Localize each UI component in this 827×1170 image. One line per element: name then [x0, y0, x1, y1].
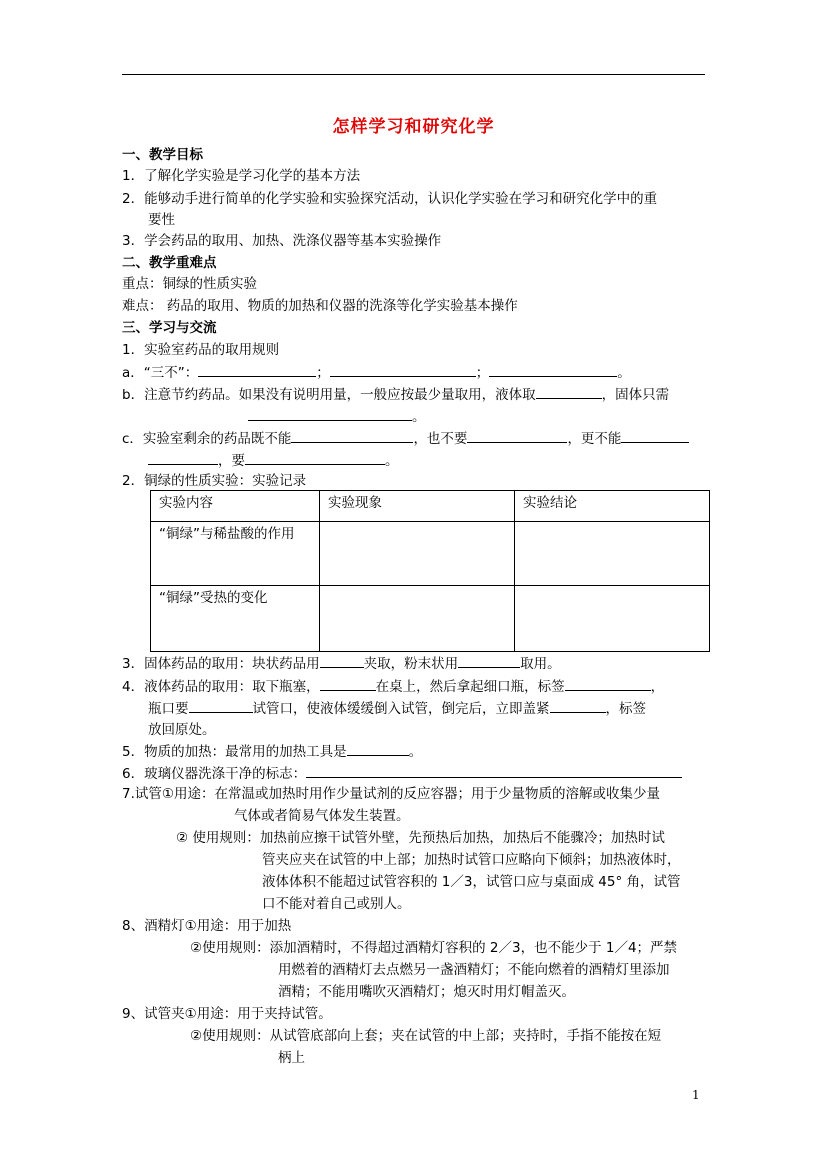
question-7-line-4: 管夹应夹在试管的中上部；加热时试管口应略向下倾斜；加热液体时， — [262, 852, 681, 868]
question-9-line-2: ②使用规则：从试管底部向上套；夹在试管的中上部；夹持时，手指不能按在短 — [190, 1028, 662, 1044]
question-7-line-3: ② 使用规则：加热前应擦干试管外壁，先预热后加热，加热后不能骤冷；加热时试 — [176, 830, 665, 846]
table-header-conclusion: 实验结论 — [515, 491, 710, 522]
experiment-record-table — [150, 490, 710, 652]
table-row-1-phenomenon[interactable] — [320, 522, 515, 586]
section1-item-2-cont: 要性 — [148, 212, 175, 228]
page-number: 1 — [692, 1088, 700, 1102]
question-7-line-6: 口不能对着自己或别人。 — [262, 896, 411, 912]
question-3: 3．固体药品的取用：块状药品用 夹取，粉末状用 取用。 — [122, 653, 561, 674]
question-5: 5．物质的加热：最常用的加热工具是 。 — [122, 741, 422, 762]
question-1c: c．实验室剩余的药品既不能 ，也不要 ，更不能 — [122, 428, 689, 449]
section2-heading: 二、教学重难点 — [122, 255, 217, 271]
question-9-line-1: 9、试管夹①用途：用于夹持试管。 — [122, 1006, 332, 1022]
table-header-phenomenon: 实验现象 — [320, 491, 515, 522]
section1-item-2: 2．能够动手进行简单的化学实验和实验探究活动，认识化学实验在学习和研究化学中的重 — [122, 191, 658, 207]
table-row-2-phenomenon[interactable] — [320, 586, 515, 652]
question-7-line-1: 7.试管①用途：在常温或加热时用作少量试剂的反应容器；用于少量物质的溶解或收集少量 — [122, 786, 660, 802]
question-4-cont-2: 放回原处。 — [148, 722, 216, 738]
header-rule — [122, 74, 705, 75]
question-4-cont: 瓶口要 试管口，使液体缓缓倒入试管，倒完后，立即盖紧 ，标签 — [148, 698, 646, 719]
section1-item-1: 1．了解化学实验是学习化学的基本方法 — [122, 168, 361, 184]
question-8-line-2: ②使用规则：添加酒精时，不得超过酒精灯容积的 2／3，也不能少于 1／4；严禁 — [190, 940, 678, 956]
question-1b-cont: 。 — [248, 406, 426, 427]
question-1b: b．注意节约药品。如果没有说明用量，一般应按最少量取用，液体取 ，固体只需 — [122, 384, 669, 405]
table-row-1-content: “铜绿”与稀盐酸的作用 — [151, 522, 320, 586]
question-9-line-3: 柄上 — [278, 1050, 305, 1066]
question-1: 1．实验室药品的取用规则 — [122, 342, 280, 358]
section1-item-3: 3．学会药品的取用、加热、洗涤仪器等基本实验操作 — [122, 233, 442, 249]
table-header-content: 实验内容 — [151, 491, 320, 522]
table-row-2-content: “铜绿”受热的变化 — [151, 586, 320, 652]
question-1a: a．“三不”： ； ； 。 — [122, 362, 631, 383]
section1-heading: 一、教学目标 — [122, 147, 203, 163]
table-row-1-conclusion[interactable] — [515, 522, 710, 586]
question-4: 4．液体药品的取用：取下瓶塞， 在桌上，然后拿起细口瓶，标签 ， — [122, 676, 664, 697]
section3-heading: 三、学习与交流 — [122, 320, 217, 336]
question-2: 2．铜绿的性质实验：实验记录 — [122, 473, 307, 489]
difficult-point: 难点： 药品的取用、物质的加热和仪器的洗涤等化学实验基本操作 — [122, 298, 518, 314]
question-7-line-2: 气体或者简易气体发生装置。 — [234, 808, 410, 824]
key-point: 重点：铜绿的性质实验 — [122, 276, 257, 292]
question-8-line-1: 8、酒精灯①用途：用于加热 — [122, 918, 292, 934]
question-1c-cont: ，要 。 — [148, 450, 399, 471]
question-6: 6．玻璃仪器洗涤干净的标志： — [122, 763, 682, 784]
question-7-line-5: 液体体积不能超过试管容积的 1／3，试管口应与桌面成 45° 角，试管 — [262, 874, 681, 890]
question-8-line-4: 酒精；不能用嘴吹灭酒精灯；熄灭时用灯帽盖灭。 — [278, 984, 575, 1000]
question-8-line-3: 用燃着的酒精灯去点燃另一盏酒精灯；不能向燃着的酒精灯里添加 — [278, 962, 670, 978]
table-row-2-conclusion[interactable] — [515, 586, 710, 652]
page-title: 怎样学习和研究化学 — [332, 117, 495, 137]
